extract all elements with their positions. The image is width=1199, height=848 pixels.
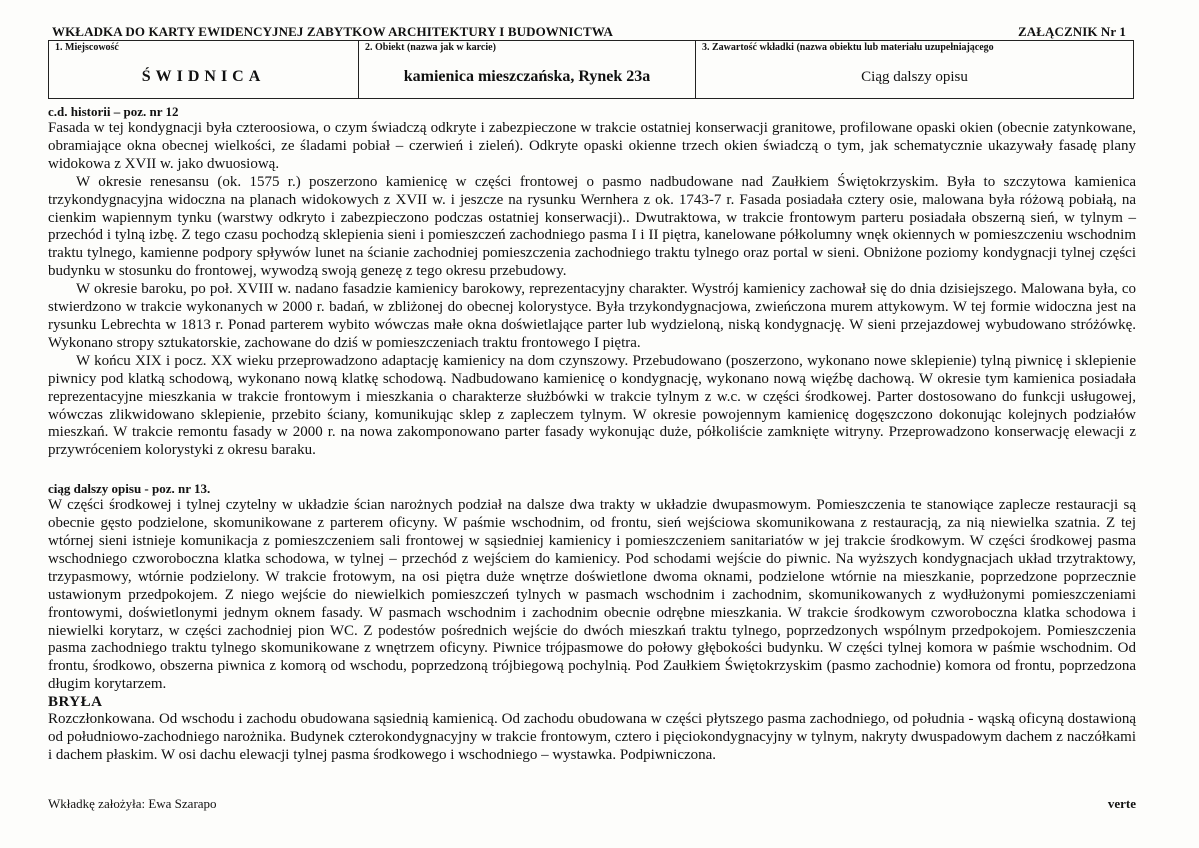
verte-label: verte (1107, 796, 1136, 811)
document-title: WKŁADKA DO KARTY EWIDENCYJNEJ ZABYTKOW ARCHITEKTURY I BUDOWNICTWA (52, 24, 613, 39)
description-heading: ciąg dalszy opisu - poz. nr 13. (48, 481, 211, 497)
description-paragraph: W części środkowej i tylnej czytelny w układzie ścian narożnych podział na dalsze dwa trakty w układzie dwupasmowym. Pomieszczenia te stanowiące zaplecze restauracji są obecnie gęsto podzielone, skomunikowane z parterem oficyny. W paśmie wschodnim, od frontu, sień wejściowa skomunikowana z restauracją, za nią niewielka szatnia. Z tej wtórnej sieni istnieje komunikacja z pomieszczeniem sali frontowej w sąsiedniej kamienicy i pomieszczeniem sanitariatów w jej trakcie środkowym. W części środkowej pasma wschodniego czworoboczna klatka schodowa, w tylnej – przechód z wejściem do kamienicy. Pod schodami wejście do piwnic. Na wyższych kondygnacjach układ trzytraktowy, trzypasmowy, wtórnie podzielony. W trakcie frotowym, na osi piętra duże wnętrze doświetlone dwoma oknami, podzielone wtórnie na mieszkanie, poprzedzone poprzecznie ustawionym przedpokojem. Z niego wejście do niewielkich pomieszczeń tylnych w pasmach wschodnim i zachodnim, skomunikowanych z wydłużonymi pomieszczeniami frontowymi, doświetlonymi jednym oknem fasady. W pasmach wschodnim i zachodnim obecnie odrębne mieszkania. W trakcie środkowym czworoboczna klatka schodowa i niewielki korytarz, w części zachodniej pion WC. Z podestów pośrednich wejście do dwóch mieszkań traktu tylnego, poprzedzonych wspólnym przedpokojem. Pomieszczenia pasma zachodniego traktu tylnego skomunikowane z wnętrzem oficyny. Piwnice trójpasmowe do połowy głębokości budynku. W części tylnej komora w paśmie wschodnim. Od frontu, środkowo, obszerna piwnica z komorą od wschodu, poprzedzoną trójbiegową pochylnią. Pod Zaułkiem Świętokrzyskim (pasmo zachodnie) komora od frontu, poprzedzona długim korytarzem. (48, 497, 1136, 693)
history-paragraph: W końcu XIX i pocz. XX wieku przeprowadzono adaptację kamienicy na dom czynszowy. Przebudowano (poszerzono, wykonano nowe sklepienie) tylną piwnicę i sklepienie piwnicy pod klatką schodową, wykonano nową klatkę schodową. Nadbudowano kamienicę o kondygnację, wykonano nową więźbę dachową. W okresie tym kamienica posiadała reprezentacyjne mieszkania w trakcie frontowym i mieszkania o charakterze służbówki w trakcie tylnym z w.c. w części środkowej. Parter dostosowano do funkcji usługowej, wówczas zlikwidowano sklepienie, przebito ściany, komunikując sklep z zapleczem tylnym. W okresie powojennym kamienicę dogęszczono dokonując kolejnych podziałów mieszkań. W trakcie remontu fasady w 2000 r. na nowa zakomponowano parter fasady wykonując duże, półkoliście zamknięte witryny. Przeprowadzono konserwację elewacji z przywróceniem kolorystyki z okresu baraku. (48, 352, 1136, 459)
bryla-heading: BRYŁA (48, 694, 103, 711)
header-fields-table (48, 40, 1134, 99)
field-object (359, 41, 696, 99)
bryla-paragraph: Rozczłonkowana. Od wschodu i zachodu obudowana sąsiednią kamienicą. Od zachodu obudowana w części płytszego pasma zachodniego, od południa - wąską oficyną dostawioną od południowo-zachodniego narożnika. Budynek czterokondygnacyjny w trakcie frontowym, cztero i pięciokondygnacyjny w tylnym, nakryty dwuspadowym dachem z naczółkami i dachem płaskim. W osi dachu elewacji tylnej pasma środkowego i wschodniego – wystawka. Podpiwniczona. (48, 711, 1136, 763)
field-town-value: ŚWIDNICA (141, 68, 266, 85)
field-town-label: 1. Miejscowość (55, 42, 119, 53)
document-page (48, 24, 1136, 765)
field-content (696, 41, 1134, 99)
section-gap (48, 460, 1136, 480)
history-paragraph: W okresie baroku, po poł. XVIII w. nadano fasadzie kamienicy barokowy, reprezentacyjny charakter. Wystrój kamienicy zachował się do dnia dzisiejszego. Malowana była, co stwierdzono w trakcie wykonanych w 2000 r. badań, w zbliżonej do obecnej kolorystyce. Była trzykondygnacjowa, zwieńczona murem attykowym. W tej formie widoczna jest na rysunku Lebrechta w 1813 r. Ponad parterem wybito wówczas małe okna doświetlające parter lub wydzieloną, niską kondygnację. W sieni przejazdowej wybudowano stróżówkę. Wykonano stropy sztukatorskie, zachowane do dziś w pomieszczeniach traktu frontowego I piętra. (48, 281, 1136, 351)
document-footer (48, 796, 1136, 812)
field-object-value: kamienica mieszczańska, Rynek 23a (403, 68, 651, 85)
history-paragraph: Fasada w tej kondygnacji była czteroosiowa, o czym świadczą odkryte i zabezpieczone w trakcie ostatniej konserwacji granitowe, profilowane opaski okien (obecnie zatynkowane, obramiające okna obecnej wielkości, ze śladami pobiał – czerwień i zieleń). Odkryte opaski okienne trzech okien świadczą o tym, jak schematycznie ukazywały fasadę plany widokowa z XVII w. jako dwuosiową. (48, 120, 1136, 172)
field-content-value: Ciąg dalszy opisu (861, 69, 968, 85)
field-object-label: 2. Obiekt (nazwa jak w karcie) (365, 42, 496, 53)
field-content-label: 3. Zawartość wkładki (nazwa obiektu lub materiału uzupełniającego (702, 42, 994, 53)
document-body (48, 103, 1136, 765)
history-heading: c.d. historii – poz. nr 12 (48, 104, 179, 119)
attachment-label: ZAŁĄCZNIK Nr 1 (1017, 24, 1126, 39)
field-town (49, 41, 359, 99)
author-note: Wkładkę założyła: Ewa Szarapo (48, 796, 217, 811)
document-header (48, 24, 1136, 39)
history-paragraph: W okresie renesansu (ok. 1575 r.) poszerzono kamienicę w części frontowej o pasmo nadbudowane nad Zaułkiem Świętokrzyskim. Była to szczytowa kamienica trzykondygnacyjna widoczna na planach widokowych z XVII w. i jeszcze na rysunku Wernhera z ok. 1743-7 r. Fasada posiadała cztery osie, malowana była różową pobiałą, na cienkim wapiennym tynku (warstwy odkryto i zabezpieczono podczas ostatniej konserwacji).. Dwutraktowa, w trakcie frontowym parteru posiadała obszerną sień, w tylnym – przechód i tylną izbę. Z tego czasu pochodzą sklepienia sieni i pomieszczeń zachodniego pasma I i II piętra, kanelowane półkolumny wnęk okiennych w pomieszczeniu wschodnim traktu tylnego, kamienne podpory spływów lunet na ścianie zachodniej pomieszczenia zachodniego traktu tylnego oraz portal w sieni. Obniżone poziomy kondygnacji tylnej części budynku w stosunku do frontowej, wywodzą swoją genezę z tego okresu przebudowy. (48, 173, 1136, 280)
